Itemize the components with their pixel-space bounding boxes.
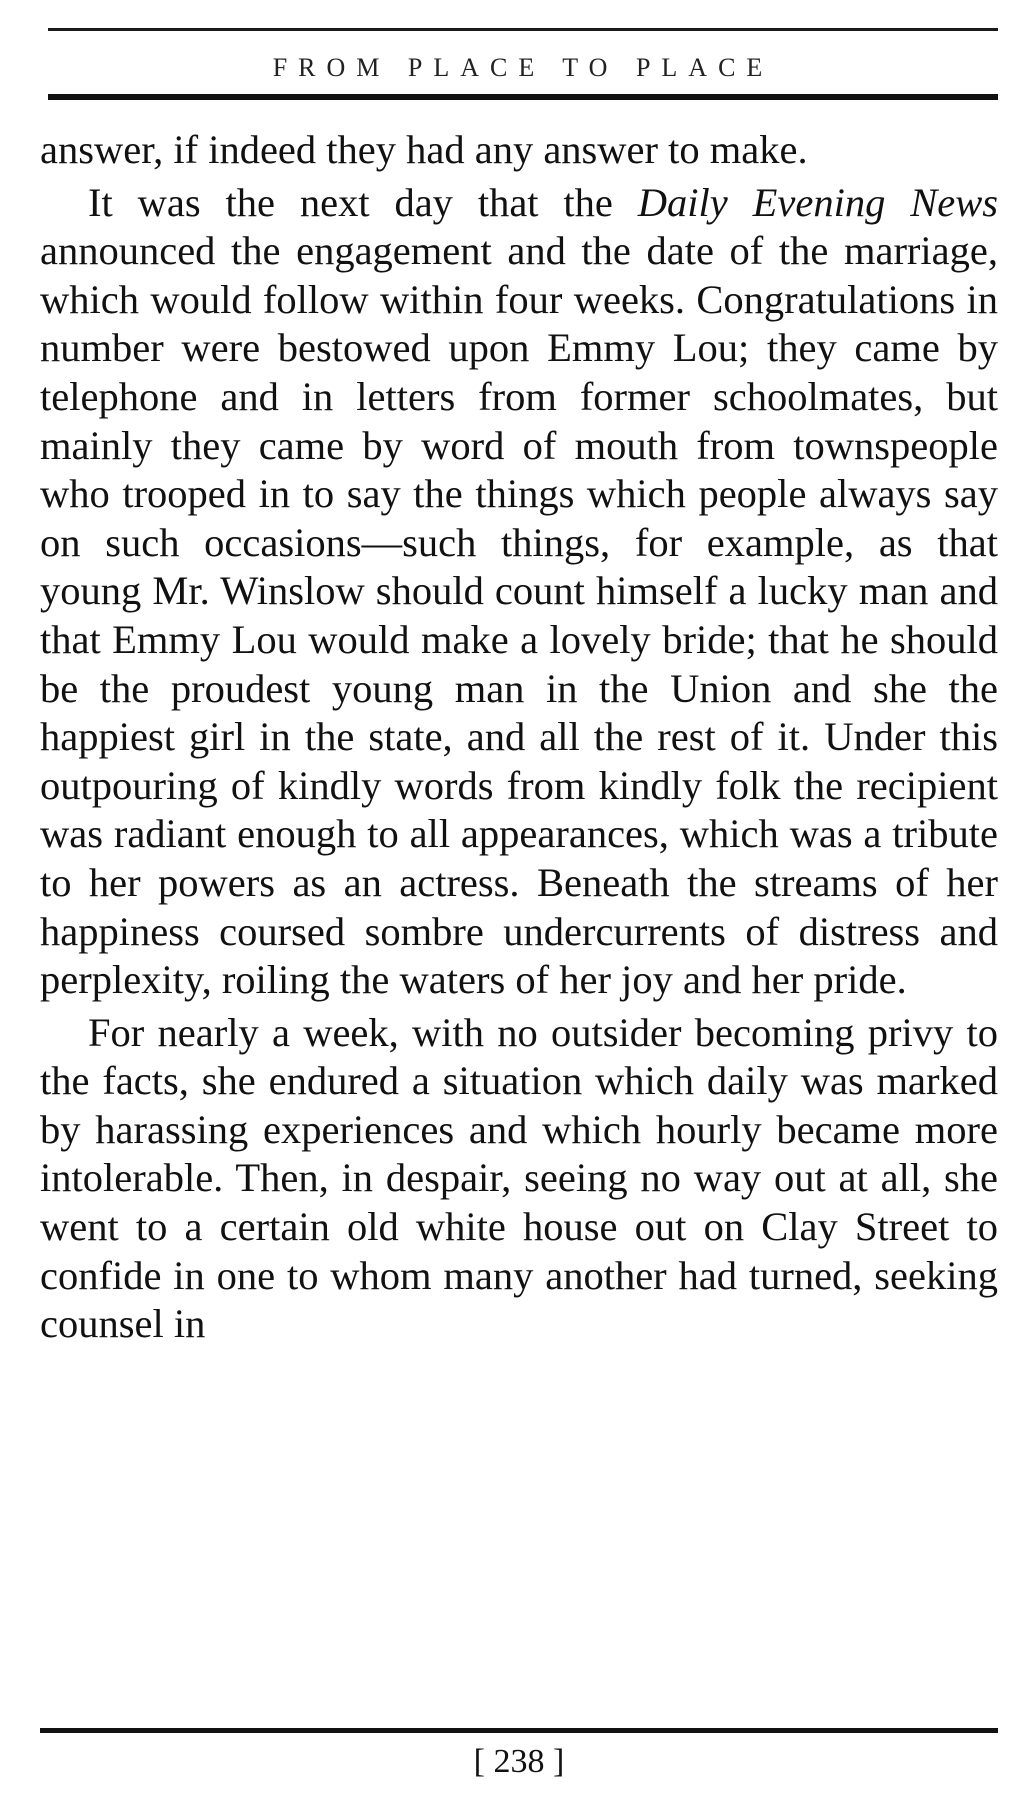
page-number: [ 238 ] (473, 1743, 565, 1780)
paragraph-engagement (40, 179, 998, 1005)
paragraph-despair: For nearly a week, with no outsider becoming privy to the facts, she endured a situation which daily was marked by harassing experiences and which hourly became more intolerable. Then, in despair, seeing no way out at all, she went to a certain old white house out on Clay Street to confide in one to whom many another had turned, seeking counsel in (40, 1009, 998, 1347)
newspaper-title: Daily Evening News (637, 179, 998, 225)
footer-rule (40, 1728, 998, 1733)
paragraph-engagement-rest: announced the engagement and the date of the marriage, which would follow within four weeks. Congratulations in number were bestowed upon Emmy Lou; they came by telephone and in letters from former schoolmates, but mainly they came by word of mouth from townspeople who trooped in to say the things which people always say on such occasions—such things, for example, as that young Mr. Winslow should count himself a lucky man and that Emmy Lou would make a lovely bride; that he should be the proudest young man in the Union and she the happiest girl in the state, and all the rest of it. Under this outpouring of kindly words from kindly folk the recipient was radiant enough to all appearances, which was a tribute to her powers as an actress. Beneath the streams of her happiness coursed sombre undercurrents of distress and perplexity, roiling the waters of her joy and her pride. (40, 228, 998, 1003)
header-rule-top (48, 28, 998, 31)
paragraph-engagement-lead: It was the next day that the (88, 179, 638, 225)
running-head: FROM PLACE TO PLACE (272, 53, 774, 82)
header-rule-bottom (48, 94, 998, 100)
body-text (40, 126, 998, 1353)
book-page (40, 0, 998, 1803)
paragraph-continued: answer, if indeed they had any answer to make. (40, 127, 808, 172)
